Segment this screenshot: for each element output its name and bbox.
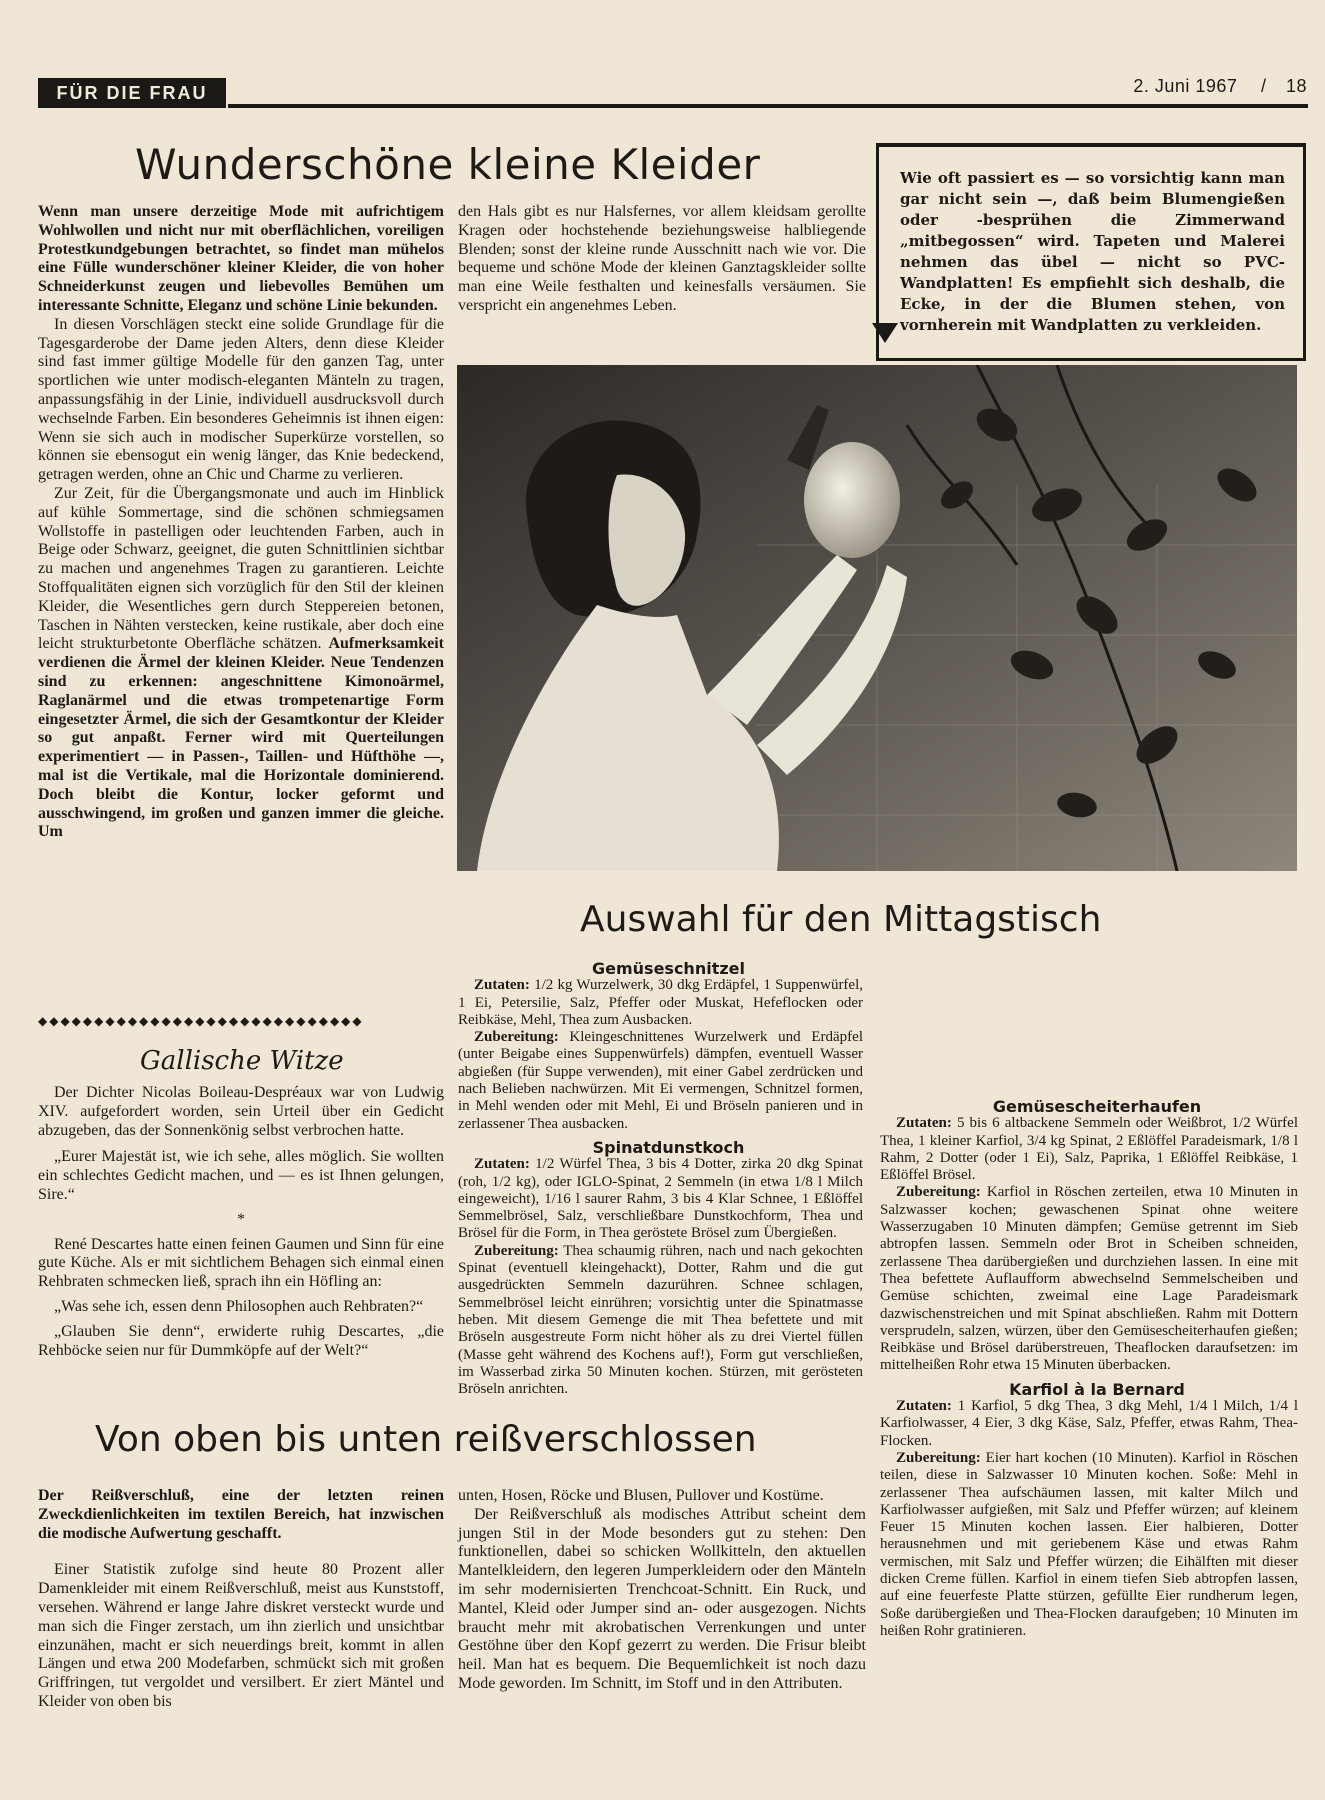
recipes-headline: Auswahl für den Mittagstisch [580,899,1102,940]
recipe-1-title: Gemüseschnitzel [592,959,745,978]
zipper-paragraph-2: unten, Hosen, Röcke und Blusen, Pullover und Kostüme. [458,1487,824,1504]
recipe-4-title: Karfiol à la Bernard [1009,1379,1185,1399]
gallic-paragraph-1: Der Dichter Nicolas Boileau-Despréaux war von Ludwig XIV. aufgefordert worden, sein Urteil über ein Gedicht abzugeben, das der Sonnenkönig selbst verbrochen hatte. [38,1084,444,1139]
issue-date-line [907,76,1307,97]
recipe-4-ingredients-label: Zutaten: [896,1398,952,1415]
recipe-2-ingredients-label: Zutaten: [474,1156,530,1173]
recipe-3-ingredients [880,1115,1298,1184]
fashion-column-2 [458,203,866,316]
arrow-down-icon [872,323,898,343]
zipper-paragraph-3: Der Reißverschluß als modisches Attribut scheint dem jungen Stil in der Mode besonders gut zu stehen: Den funktionellen, dabei so schicken Wollkitteln, den aktuellen Mantelkleidern, den legeren Jumperkleidern oder den Mänteln im sehr modernisierten Trenchcoat-Schnitt. Ein Ruck, und Mantel, Kleid oder Jumper sind an- oder ausgezogen. Nichts braucht mehr mit akrobatischen Verrenkungen und unter Gestöhne über den Kopf gezerrt zu werden. Die Frisur bleibt heil. Man hat es bequem. Die Bequemlichkeit ist noch dazu Mode geworden. Im Schnitt, im Stoff und in den Attributen. [458,1505,866,1692]
section-divider: ◆◆◆◆◆◆◆◆◆◆◆◆◆◆◆◆◆◆◆◆◆◆◆◆◆◆◆◆◆ [38,1014,364,1028]
recipe-3-ingredients-label: Zutaten: [896,1115,952,1132]
page-number: 18 [1285,76,1307,96]
fashion-paragraph-1: In diesen Vorschlägen steckt eine solide Grundlage für die Tagesgarderobe der Dame jeden Alters, denn diese Kleider sind fast immer gültige Modelle für den ganzen Tag, unter sportlichen wie unter modisch-eleganten Mänteln zu tragen, anpassungsfähig in der Linie, individuell ausdrucksvoll durch wechselnde Farben. Ein besonderes Geheimnis ist ihnen eigen: Wenn sie sich auch in modischer Superkürze vorstellen, so können sie ebensogut ein wenig länger, das Knie bedeckend, getragen werden, ohne an Chic und Charme zu verlieren. [38,315,444,484]
date-separator: / [1260,76,1267,96]
gallic-paragraph-3: René Descartes hatte einen feinen Gaumen und Sinn für eine gute Küche. Als er mit sichtlichem Behagen sich einmal einen Rehbraten schmecken ließ, sprach ihn ein Höfling an: [38,1235,444,1291]
recipe-1-method [458,1029,863,1133]
gallic-paragraph-4: „Was sehe ich, essen denn Philosophen auch Rehbraten?“ [54,1297,424,1315]
fashion-paragraph-2-regular: Zur Zeit, für die Übergangsmonate und auch im Hinblick auf kühle Sommertage, sind die schönen schmiegsamen Wollstoffe in pastelligen oder leuchtenden Farben, auch in Beige oder Schwarz, geeignet, die guten Schnittlinien sichtbar zu machen und angenehmes Tragen zu garantieren. Leichte Stoffqualitäten eignen sich vorzüglich für den Stil der kleinen Kleider, die Wesentliches gern durch Steppereien betonen, Taschen in Nähten verstecken, keine rustikale, aber doch eine leicht strukturbetonte Oberfläche schätzen. [38,484,444,653]
header-rule [228,104,1308,108]
recipe-2-method-text: Thea schaumig rühren, nach und nach gekochten Spinat (eventuell kleingehackt), Dotter, Rahm und die gut ausgedrückten Semmeln dazurühren. Schnee schlagen, Semmelbrösel leicht einrühren; vorsichtig unter die Spinatmasse heben. Mit diesem Gemenge die mit Thea befettete und mit Bröseln ausgestreute Form nicht höher als zu drei Viertel füllen (Masse geht während des Kochens auf!), Form gut verschließen, im Wasserbad zirka 50 Minuten kochen. Stürzen, mit gerösteten Bröseln anrichten. [458,1242,863,1398]
recipe-3-method-text: Karfiol in Röschen zerteilen, etwa 10 Minuten in Salzwasser kochen; gewaschenen Spinat ohne weitere Wasserzugaben 10 Minuten dämpfen; Gemüse getrennt im Sieb abtropfen lassen. Semmeln oder Brot in Scheiben schneiden, zerlassene Thea darübergießen und durchziehen lassen. In eine mit Thea befettete Auflaufform abwechselnd Semmelscheiben und Gemüse schichten, zweimal eine Lage Paradeismark dazwischenstreichen und mit Spinat abschließen. Rahm mit Dottern versprudeln, salzen, würzen, über den Gemüsescheiterhaufen gießen; Reibkäse und Brösel darüberstreuen, Theaflocken daraufsetzen: im mittelheißen Rohr etwa 15 Minuten überbacken. [880,1184,1298,1374]
fashion-paragraph-3: den Hals gibt es nur Halsfernes, vor allem kleidsam gerollte Kragen oder hochstehende beziehungsweise halbliegende Blenden; sonst der kleine runde Ausschnitt nach wie vor. Die bequeme und schöne Mode der kleinen Ganztagskleider sollte man eine Weile festhalten und keinesfalls versäumen. Sie verspricht ein angenehmes Leben. [458,203,866,314]
recipe-3-method-label: Zubereitung: [896,1184,981,1201]
recipe-2-method-label: Zubereitung: [474,1242,559,1259]
zipper-lead: Der Reißverschluß, eine der letzten reinen Zweckdienlichkeiten im textilen Bereich, hat inzwischen die modische Aufwertung geschafft. [38,1487,444,1542]
photo-illustration [457,365,1297,871]
gallic-jokes-heading: Gallische Witze [140,1046,344,1076]
recipe-3-title: Gemüsescheiterhaufen [992,1097,1202,1116]
woman-watering-plant-photo [457,365,1297,871]
fashion-headline: Wunderschöne kleine Kleider [135,140,761,189]
gallic-star-separator: * [237,1210,245,1228]
fashion-paragraph-2-bold: Aufmerksamkeit verdienen die Ärmel der kleinen Kleider. Neue Tendenzen sind zu erkennen: angeschnittene Kimonoärmel, Raglanärmel und die etwas trompetenartige Form eingesetzter Ärmel, die sich der Gesamtkontur der Kleider so gut anpaßt. Ferner wird mit Querteilungen experimentiert — in Passen-, Taillen- und Hüfthöhe —, mal ist die Vertikale, mal die Horizontale dominierend. Doch bleibt die Kontur, locker geformt und ausschwingend, im großen und ganzen immer die gleiche. Um [38,635,445,841]
tip-text: Wie oft passiert es — so vorsichtig kann man gar nicht sein —, daß beim Blumengießen oder -besprühen die Zimmerwand „mitbegossen“ wird. Tapeten und Malerei nehmen das übel — nicht so PVC-Wandplatten! Es empfiehlt sich deshalb, die Ecke, in der die Blumen stehen, von vornherein mit Wandplatten zu verkleiden. [900,169,1285,334]
section-label: FÜR DIE FRAU [38,78,226,108]
recipe-2-ingredients-text: 1/2 Würfel Thea, 3 bis 4 Dotter, zirka 20 dkg Spinat (roh, 1/2 kg), oder IGLO-Spinat, 2 Semmeln (in etwa 1/8 l Milch eingeweicht), 1/16 l saurer Rahm, 3 bis 4 Klar Schnee, 1 Eßlöffel Semmelbrösel, Salz, verschließbare Dunstkochform, Thea und Brösel für die Form, in Thea geröstete Brösel zum Übergießen. [458,1156,863,1242]
recipe-3-ingredients-text: 5 bis 6 altbackene Semmeln oder Weißbrot, 1/2 Würfel Thea, 1 kleiner Karfiol, 3/4 kg Spinat, 2 Eßlöffel Paradeismark, 1/8 l Rahm, 2 Dotter (oder 1 Ei), Salz, Paprika, 1 Eßlöffel Reibkäse, 1 Eßlöffel Brösel. [880,1115,1299,1184]
recipe-3-method [880,1184,1298,1374]
gallic-paragraph-5: „Glauben Sie denn“, erwiderte ruhig Descartes, „die Rehböcke seien nur für Dummköpfe auf der Welt?“ [38,1322,444,1359]
fashion-column-1 [38,203,444,842]
fashion-lead: Wenn man unsere derzeitige Mode mit aufrichtigem Wohlwollen und nicht nur mit oberflächlichen, voreiligen Protestkundgebungen betrachtet, so findet man mühelos eine Fülle wunderschöner kleiner Kleider, die von hoher Schneiderkunst zeugen und liebevolles Bemühen um interessante Schnitte, Eleganz und schöne Linie bekunden. [38,203,444,314]
fashion-paragraph-2 [38,485,444,842]
recipes-column-1 [458,960,863,1398]
recipe-4-method-label: Zubereitung: [896,1449,981,1466]
recipe-4-method-text: Eier hart kochen (10 Minuten). Karfiol in Röschen teilen, diese in Salzwasser 10 Minuten kochen. Soße: Mehl in zerlassener Thea aufschäumen lassen, mit kalter Milch und Karfiolwasser aufgießen, mit Salz und Pfeffer würzen; auf kleinem Feuer 15 Minuten kochen lassen. Eier halbieren, Dotter herausnehmen und mit geriebenem Käse und etwas Rahm vermischen, mit Salz und Pfeffer würzen; die Eihälften mit dieser dicken Creme füllen. Karfiol in einem tiefen Sieb abtropfen lassen, auf eine feuerfeste Platte stürzen, gefüllte Eier rundherum legen, Soße darübergießen und Thea-Flocken daraufgeben; 10 Minuten im heißen Rohr gratinieren. [880,1449,1298,1639]
recipe-1-ingredients-text: 1/2 kg Wurzelwerk, 30 dkg Erdäpfel, 1 Suppenwürfel, 1 Ei, Petersilie, Salz, Pfeffer oder Muskat, Hefeflocken oder Reibkäse, Mehl, Thea zum Ausbacken. [458,977,864,1028]
zipper-column-2 [458,1487,866,1694]
recipes-column-2 [880,956,1298,1640]
gallic-jokes-text [38,1084,444,1360]
zipper-column-1 [38,1487,444,1712]
gallic-paragraph-2: „Eurer Majestät ist, wie ich sehe, alles möglich. Sie wollten ein schlechtes Gedicht machen, und — es ist Ihnen gelungen, Sire.“ [38,1148,444,1203]
recipe-4-ingredients [880,1398,1298,1450]
recipe-1-method-text: Kleingeschnittenes Wurzelwerk und Erdäpfel (unter Beigabe eines Suppenwürfels) dämpfen, eventuell Wasser abgießen (für Suppe verwenden), mit einer Gabel zerdrücken und nach Belieben nachwürzen. Mit Ei vermengen, Schnitzel formen, in Mehl wenden oder mit Mehl, Ei und Bröseln panieren und in zerlassener Thea ausbacken. [458,1029,863,1132]
recipe-1-ingredients [458,977,863,1029]
recipe-1-method-label: Zubereitung: [474,1029,559,1046]
issue-date: 2. Juni 1967 [1133,76,1238,96]
recipe-2-method [458,1243,863,1399]
recipe-1-ingredients-label: Zutaten: [474,977,530,994]
recipe-2-ingredients [458,1156,863,1242]
zipper-paragraph-1: Einer Statistik zufolge sind heute 80 Prozent aller Damenkleider mit einem Reißverschluß, meist aus Kunststoff, versehen. Während er lange Jahre diskret versteckt wurde und man sich die Finger zerstach, um ihn zierlich und unsichtbar einzunähen, macht er sich neuerdings breit, kommt in allen Längen und etwa 200 Modefarben, schmückt sich mit großen Griffringen, tut vergoldet und versilbert. Er ziert Mäntel und Kleider von oben bis [38,1561,444,1710]
recipe-2-title: Spinatdunstkoch [592,1137,745,1157]
zipper-headline: Von oben bis unten reißverschlossen [95,1419,757,1460]
recipe-4-method [880,1450,1298,1640]
recipe-4-ingredients-text: 1 Karfiol, 5 dkg Thea, 3 dkg Mehl, 1/4 l Milch, 1/4 l Karfiolwasser, 4 Eier, 3 dkg Käse, Salz, Pfeffer, etwas Rahm, Thea-Flocken. [880,1398,1299,1449]
